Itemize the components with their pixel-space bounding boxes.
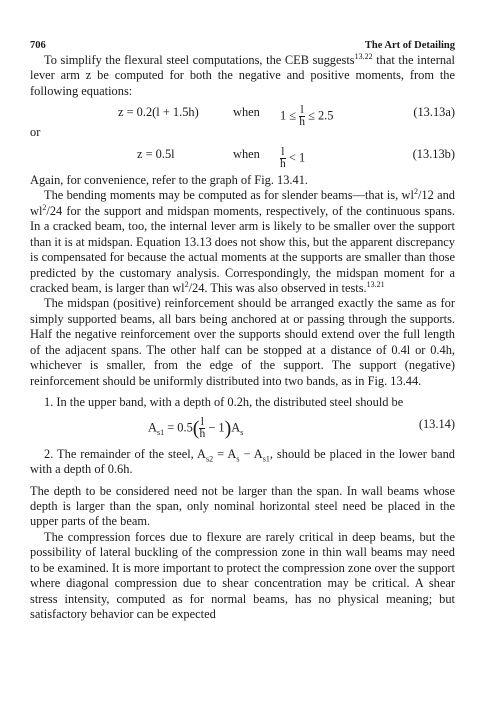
- equation-13-14: [30, 411, 455, 441]
- fraction-l-over-h: $\frac{l}{h}$: [299, 104, 305, 129]
- page-number: 706: [30, 40, 46, 51]
- equation-lhs: z = 0.5l: [137, 146, 175, 161]
- fraction-l-over-h: $\frac{l}{h}$: [199, 415, 206, 440]
- fraction-l-over-h: $\frac{l}{h}$: [280, 145, 286, 170]
- or-label: or: [30, 125, 41, 140]
- equation-13-13b: [30, 145, 455, 170]
- page-body: [30, 53, 455, 623]
- equation-number: (13.14): [418, 416, 455, 431]
- running-title: The Art of Detailing: [364, 40, 455, 51]
- equation-when: when: [233, 105, 260, 120]
- paragraph-intro: To simplify the flexural steel computations, the CEB suggests$^{13.22}$ that the internal lever arm z be computed for both the negative and positive moments, from the following equations:: [30, 51, 455, 98]
- reference-superscript: 13.22: [354, 51, 373, 61]
- equation-when: when: [233, 146, 260, 161]
- paragraph-midspan-reinforcement: The midspan (positive) reinforcement should be arranged exactly the same as for simply supported beams, all bars being anchored at or passing through the supports. Half the negative reinforcement over the supports should extend over the full length of the adjacent spans. The other half can be stopped at a distance of 0.4l or 0.4h, whichever is smaller, from the edge of the support. The support (negative) reinforcement should be uniformly distributed into two bands, as in Fig. 13.44.: [30, 296, 455, 388]
- equation-number: (13.13b): [412, 146, 455, 161]
- paragraph-compression: The compression forces due to flexure are rarely critical in deep beams, but the possibility of lateral buckling of the compression zone in thin wall beams may need to be examined. It is more important to protect the compression zone over the support where diagonal compression due to shear concentration may be critical. A shear stress intensity, computed as for normal beams, has no physical meaning; but satisfactory behavior can be expected: [30, 529, 455, 622]
- equation-number: (13.13a): [413, 105, 455, 120]
- paragraph-bending-moments: The bending moments may be computed as for slender beams—that is, $wl^2/12$ and $wl^2/24$ for the support and midspan moments, respectively, of the continuous spans. In a cracked beam, too, the internal lever arm is likely to be smaller over the support than it is at midspan. Equation 13.13 does not show this, but the apparent discrepancy is compensated for because the actual moments at the supports are smaller than those predicted by the customary analysis. Correspondingly, the midspan moment for a cracked beam, is larger than $wl^2/24$. This was also observed in tests.$^{13.21}$: [30, 187, 455, 295]
- equation-body: $A_{s1} = 0.5$( $\frac{l}{h}$ − $1)A_s$: [148, 415, 244, 440]
- equation-condition: 1 ≤ $\frac{l}{h}$ ≤ 2.5: [280, 104, 334, 129]
- list-item-lower-band: 2. The remainder of the steel, $A_{s2} = A_s - A_{s1}$, should be placed in the lower band with a depth of 0.6h.: [30, 446, 455, 477]
- equation-condition: $\frac{l}{h}$ < 1: [280, 145, 306, 170]
- paragraph-graph-reference: Again, for convenience, refer to the graph of Fig. 13.41.: [30, 172, 309, 187]
- reference-superscript: 13.21: [366, 279, 385, 289]
- paragraph-depth: The depth to be considered need not be larger than the span. In wall beams whose depth is larger than the span, only nominal horizontal steel need be placed in the upper parts of the beam.: [30, 483, 455, 529]
- equation-13-13a: [30, 104, 455, 129]
- equation-lhs: z = 0.2(l + 1.5h): [118, 105, 199, 120]
- list-item-upper-band: 1. In the upper band, with a depth of 0.2h, the distributed steel should be: [44, 395, 404, 410]
